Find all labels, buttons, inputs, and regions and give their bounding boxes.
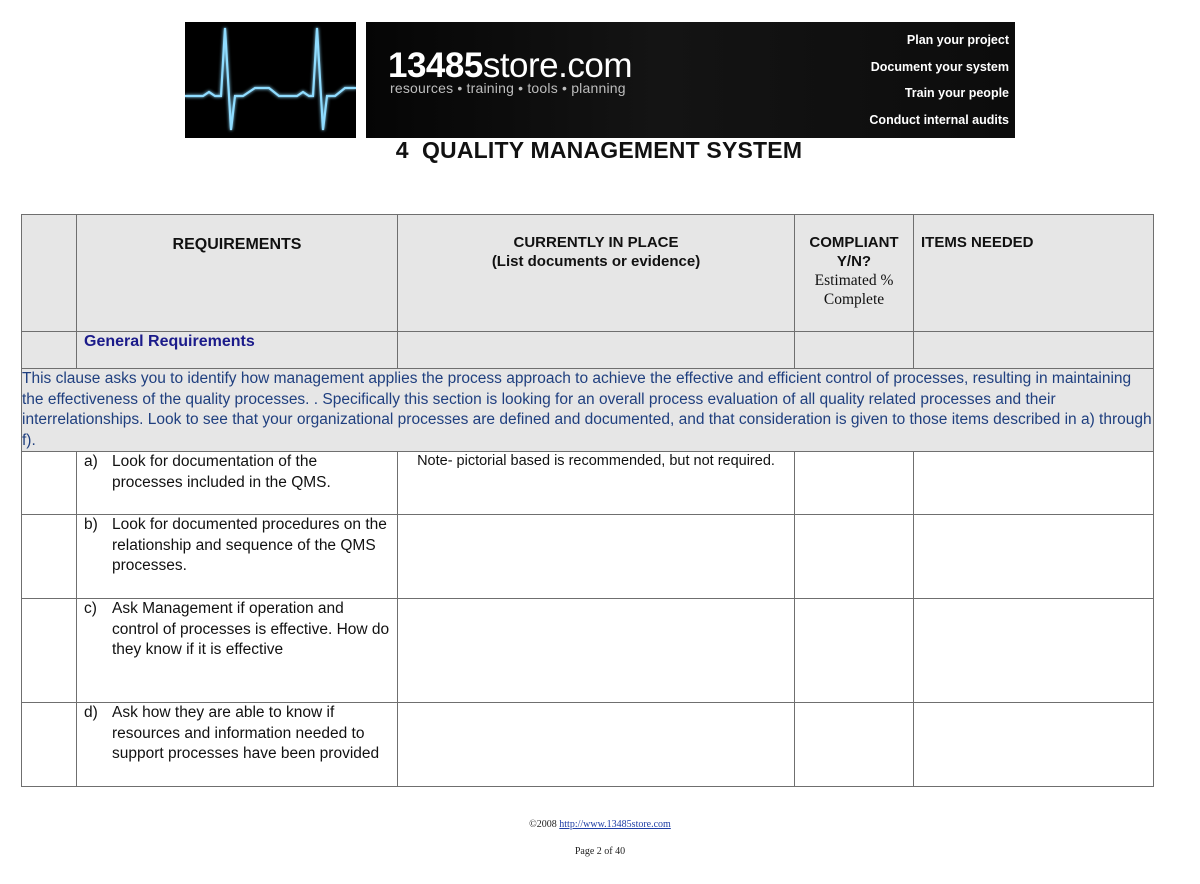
requirement-cell <box>77 703 398 787</box>
document-title-text: 4 QUALITY MANAGEMENT SYSTEM <box>395 137 803 163</box>
requirement-cell <box>77 599 398 703</box>
items-needed-cell[interactable] <box>914 703 1154 787</box>
section-cell <box>795 332 914 369</box>
footer-page-number: Page 2 of 40 <box>574 846 626 857</box>
header-estimated: Estimated % <box>814 272 894 289</box>
ekg-logo-image <box>185 22 356 138</box>
items-needed-cell[interactable] <box>914 599 1154 703</box>
menu-item-plan-project[interactable]: Plan your project <box>906 33 1009 47</box>
header-currently-in-place-label: CURRENTLY IN PLACE <box>513 234 679 251</box>
site-banner <box>366 22 1015 138</box>
menu-item-document-system[interactable]: Document your system <box>870 59 1009 74</box>
item-text: Look for documentation of the processes included in the QMS. <box>112 453 331 491</box>
section-title: General Requirements <box>77 332 398 369</box>
evidence-cell[interactable] <box>398 452 795 515</box>
section-cell <box>398 332 795 369</box>
header-currently-in-place <box>398 215 795 332</box>
evidence-cell[interactable] <box>398 703 795 787</box>
requirement-cell <box>77 452 398 515</box>
row-blank-cell <box>22 515 77 599</box>
evidence-cell[interactable] <box>398 515 795 599</box>
item-text: Look for documented procedures on the relationship and sequence of the QMS processes. <box>112 516 387 574</box>
item-text: Ask Management if operation and control of processes is effective. How do they know if it is effective <box>112 600 390 658</box>
heartbeat-icon <box>185 22 356 138</box>
banner-menu <box>869 31 1009 137</box>
row-blank-cell <box>22 703 77 787</box>
brand-domain: store.com <box>482 46 632 85</box>
items-needed-cell[interactable] <box>914 452 1154 515</box>
compliant-cell[interactable] <box>795 515 914 599</box>
compliant-cell[interactable] <box>795 599 914 703</box>
section-blank-cell <box>22 332 77 369</box>
footer-copyright <box>0 819 1200 830</box>
menu-item-train-people[interactable]: Train your people <box>904 86 1009 100</box>
header-items-needed: ITEMS NEEDED <box>914 215 1154 332</box>
header-requirements: REQUIREMENTS <box>77 215 398 332</box>
table-header-row <box>22 215 1154 332</box>
item-letter: c) <box>84 600 97 617</box>
table-row <box>22 452 1154 515</box>
menu-item-internal-audits[interactable]: Conduct internal audits <box>869 112 1009 127</box>
brand-number: 13485 <box>388 46 483 85</box>
item-letter: b) <box>84 516 98 533</box>
document-title <box>0 137 1200 164</box>
row-blank-cell <box>22 452 77 515</box>
header-complete: Complete <box>823 291 885 308</box>
section-row <box>22 332 1154 369</box>
section-cell <box>914 332 1154 369</box>
evidence-note: Note- pictorial based is recommended, but not required. <box>417 453 775 469</box>
compliant-cell[interactable] <box>795 452 914 515</box>
items-needed-cell[interactable] <box>914 515 1154 599</box>
requirements-table <box>21 214 1154 787</box>
header-compliant-label: COMPLIANT <box>809 234 899 251</box>
table-row <box>22 703 1154 787</box>
requirement-cell <box>77 515 398 599</box>
item-text: Ask how they are able to know if resources and information needed to support processes have been provided <box>112 704 380 762</box>
header-compliant-yn: Y/N? <box>836 253 872 270</box>
item-letter: d) <box>84 704 98 721</box>
header-blank-cell <box>22 215 77 332</box>
copyright-text: ©2008 <box>529 819 557 830</box>
evidence-cell[interactable] <box>398 599 795 703</box>
footer-link[interactable]: http://www.13485store.com <box>559 819 671 830</box>
item-letter: a) <box>84 453 98 470</box>
header-currently-in-place-sub: (List documents or evidence) <box>491 253 701 270</box>
clause-description: This clause asks you to identify how management applies the process approach to achieve the effective and efficient control of processes, resulting in maintaining the effectiveness of the quality processes. . Specifically this section is looking for an overall process evaluation of all quality related processes and their interrelationships. Look to see that your organizational processes are defined and documented, and that consideration is given to those items described in a) through f). <box>22 369 1154 452</box>
row-blank-cell <box>22 599 77 703</box>
header-compliant <box>795 215 914 332</box>
table-row <box>22 515 1154 599</box>
brand-tagline: resources • training • tools • planning <box>390 80 626 96</box>
compliant-cell[interactable] <box>795 703 914 787</box>
clause-row <box>22 369 1154 452</box>
table-row <box>22 599 1154 703</box>
